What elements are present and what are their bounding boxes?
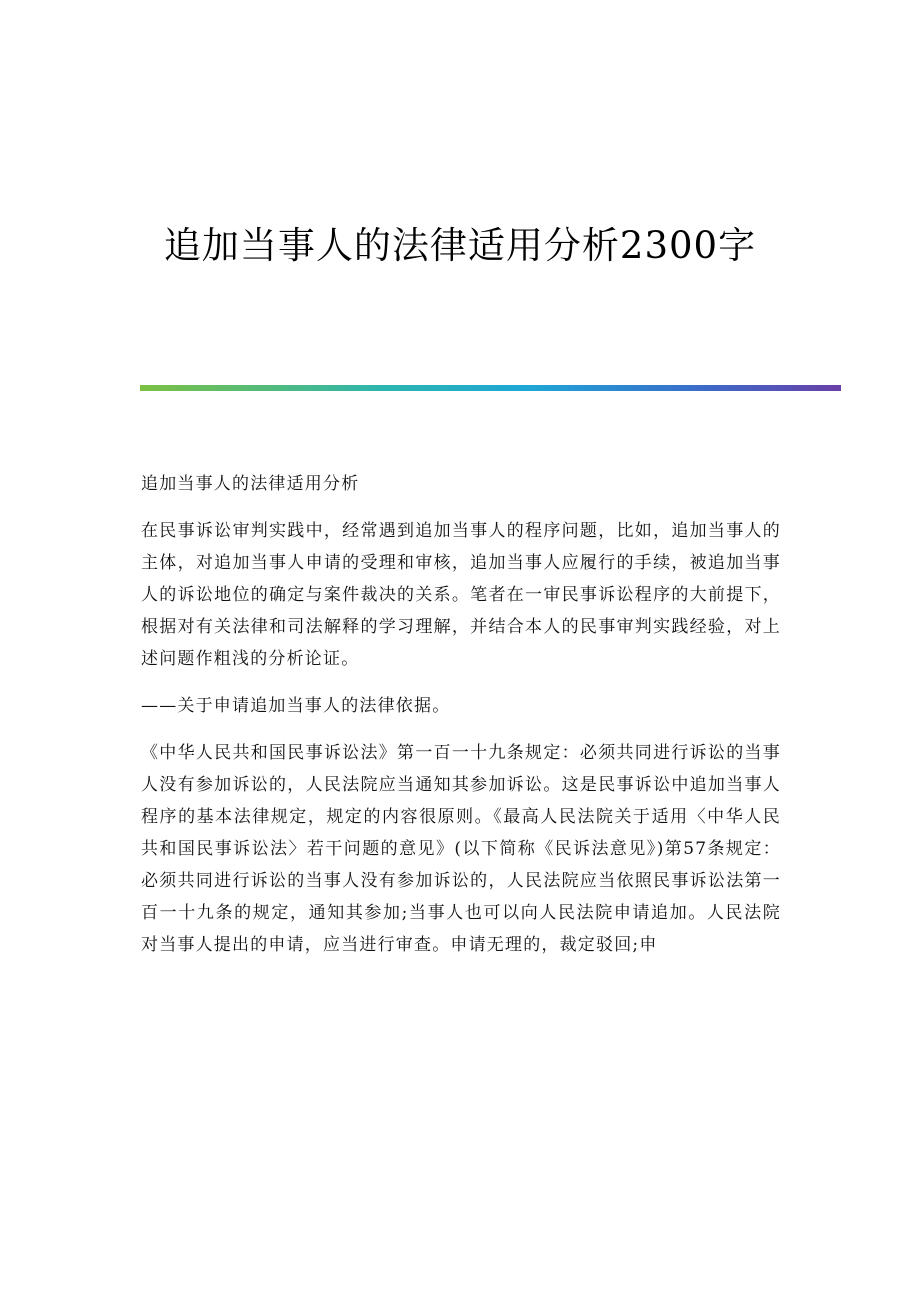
document-body: [141, 468, 781, 976]
document-title: 追加当事人的法律适用分析2300字: [163, 224, 757, 267]
section-heading: 追加当事人的法律适用分析: [141, 474, 360, 494]
title-divider: [140, 385, 841, 391]
subsection-heading: ——关于申请追加当事人的法律依据。: [141, 696, 451, 716]
intro-paragraph: 在民事诉讼审判实践中，经常遇到追加当事人的程序问题，比如，追加当事人的主体，对追加当事人申请的受理和审核，追加当事人应履行的手续，被追加当事人的诉讼地位的确定与案件裁决的关系。笔者在一审民事诉讼程序的大前提下，根据对有关法律和司法解释的学习理解，并结合本人的民事审判实践经验，对上述问题作粗浅的分析论证。: [141, 521, 781, 669]
legal-basis-paragraph: 《中华人民共和国民事诉讼法》第一百一十九条规定：必须共同进行诉讼的当事人没有参加诉讼的，人民法院应当通知其参加诉讼。这是民事诉讼中追加当事人程序的基本法律规定，规定的内容很原则。《最高人民法院关于适用〈中华人民共和国民事诉讼法〉若干问题的意见》(以下简称《民诉法意见》)第57条规定：必须共同进行诉讼的当事人没有参加诉讼的，人民法院应当依照民事诉讼法第一百一十九条的规定，通知其参加;当事人也可以向人民法院申请追加。人民法院对当事人提出的申请，应当进行审查。申请无理的，裁定驳回;申: [141, 743, 781, 955]
